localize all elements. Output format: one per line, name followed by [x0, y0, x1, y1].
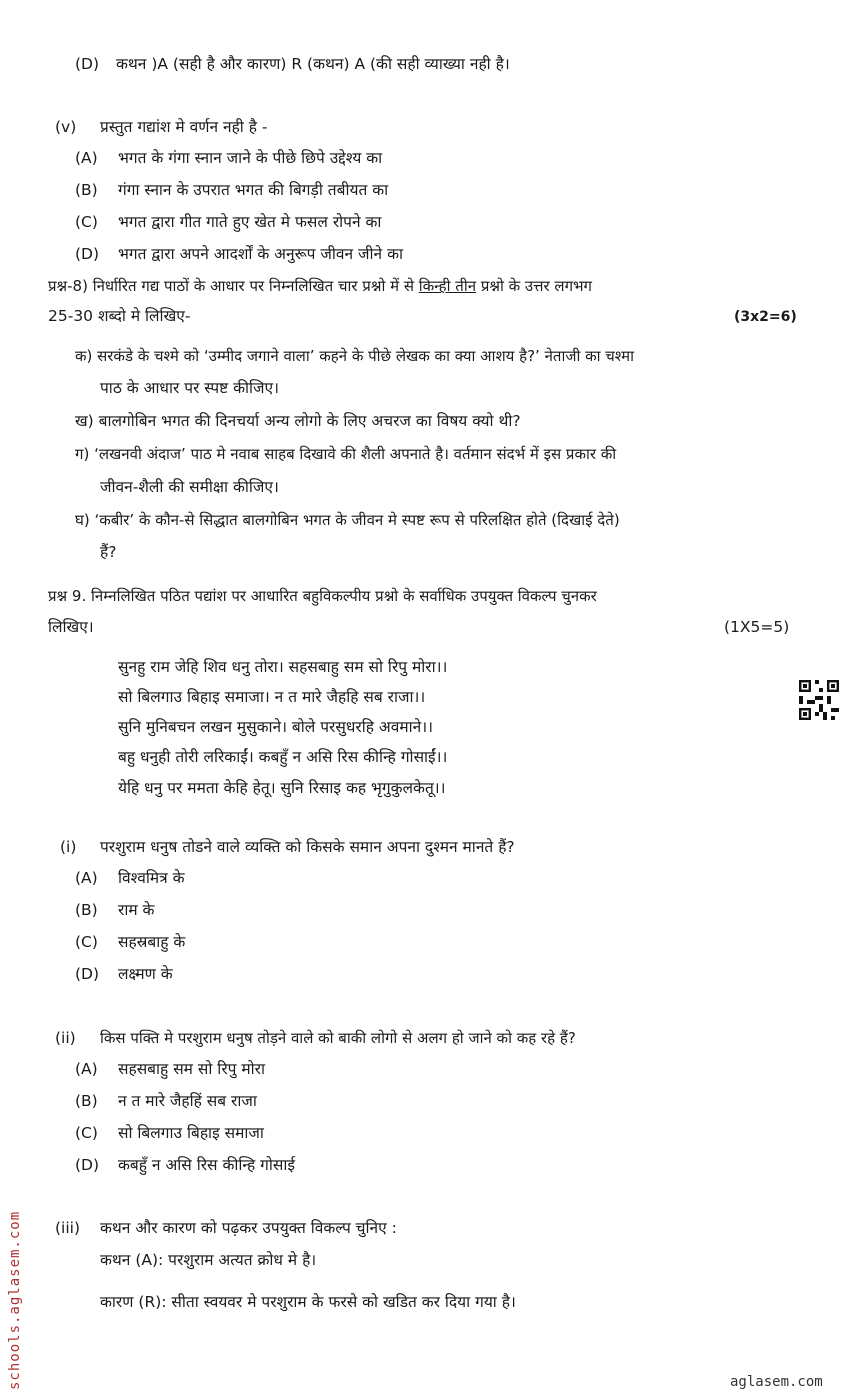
question-text: किस पक्ति मे परशुराम धनुष तोड़ने वाले को बाकी लोगो से अलग हो जाने को कह रहे हैं? [100, 1029, 576, 1047]
q9-heading-line2: लिखिए। [48, 618, 94, 636]
footer-watermark: aglasem.com [730, 1374, 823, 1390]
q8-heading-a: प्रश्न-8) निर्धारित गद्य पाठों के आधार पर निम्नलिखित चार प्रश्नो में से [48, 277, 414, 295]
verse-line: सो बिलगाउ बिहाइ समाजा। न त मारे जैहहि सब राजा।। [118, 688, 426, 706]
option-label: (D) [75, 245, 100, 263]
verse-line: सुनहु राम जेहि शिव धनु तोरा। सहसबाहु सम सो रिपु मोरा।। [118, 658, 448, 676]
q8-heading [48, 275, 592, 297]
q8-heading-underlined: किन्ही तीन [418, 277, 477, 295]
item-text: सरकंडे के चश्मे को ‘उम्मीद जगाने वाला’ कहने के पीछे लेखक का क्या आशय है?’ नेताजी का चश्मा [97, 347, 635, 365]
q9-marks: (1X5=5) [724, 618, 790, 636]
option-text: न त मारे जैहहिं सब राजा [118, 1092, 257, 1110]
q8-item [75, 443, 616, 465]
option-text: विश्वमित्र के [118, 869, 185, 887]
option-label: (C) [75, 933, 98, 951]
q8-marks: (3x2=6) [734, 309, 797, 325]
option-label: (A) [75, 149, 98, 167]
question-number: (iii) [55, 1219, 81, 1237]
option-text: भगत द्वारा गीत गाते हुए खेत मे फसल रोपने का [118, 213, 382, 231]
option-label: (D) [75, 1156, 100, 1174]
option-text: सहसबाहु सम सो रिपु मोरा [118, 1060, 266, 1078]
q8-heading-line2: 25-30 शब्दो मे लिखिए- [48, 307, 191, 325]
question-number: (i) [60, 838, 77, 856]
option-text: भगत द्वारा अपने आदर्शों के अनुरूप जीवन जीने का [118, 245, 403, 263]
question-number: (v) [55, 118, 77, 136]
item-label: ग) [75, 445, 90, 463]
option-label: (C) [75, 213, 98, 231]
option-text: कथन )A (सही है और कारण) R (कथन) A (की सही व्याख्या नही है। [116, 55, 510, 73]
option-label: (D) [75, 965, 100, 983]
q9-heading: प्रश्न 9. निम्नलिखित पठित पद्यांश पर आधारित बहुविकल्पीय प्रश्नो के सर्वाधिक उपयुक्त विकल्प चुनकर [48, 587, 597, 605]
verse-line: बहु धनुही तोरी लरिकाईं। कबहुँ न असि रिस कीन्हि गोसाईं।। [118, 748, 448, 766]
verse-line: येहि धनु पर ममता केहि हेतू। सुनि रिसाइ कह भृगुकुलकेतू।। [118, 779, 446, 797]
item-text-cont: जीवन-शैली की समीक्षा कीजिए। [100, 478, 279, 496]
verse-line: सुनि मुनिबचन लखन मुसुकाने। बोले परसुधरहि अवमाने।। [118, 718, 433, 736]
item-text: ‘कबीर’ के कौन-से सिद्धात बालगोबिन भगत के जीवन मे स्पष्ट रूप से परिलक्षित होते (दिखाई देते) [94, 511, 620, 529]
reason-text: कारण (R): सीता स्वयवर मे परशुराम के फरसे को खडित कर दिया गया है। [100, 1293, 516, 1311]
option-label: (A) [75, 1060, 98, 1078]
question-text: प्रस्तुत गद्यांश मे वर्णन नही है - [100, 118, 268, 136]
q8-heading-b: प्रश्नो के उत्तर लगभग [480, 277, 593, 295]
option-label: (C) [75, 1124, 98, 1142]
item-text-cont: पाठ के आधार पर स्पष्ट कीजिए। [100, 379, 280, 397]
option-text: सो बिलगाउ बिहाइ समाजा [118, 1124, 264, 1142]
item-text: बालगोबिन भगत की दिनचर्या अन्य लोगो के लिए अचरज का विषय क्यो थी? [98, 412, 521, 430]
item-text: ‘लखनवी अंदाज’ पाठ मे नवाब साहब दिखावे की शैली अपनाते है। वर्तमान संदर्भ में इस प्रकार की [94, 445, 617, 463]
q8-item [75, 345, 634, 367]
qr-code-icon [799, 680, 839, 720]
question-text: परशुराम धनुष तोडने वाले व्यक्ति को किसके समान अपना दुश्मन मानते हैं? [100, 838, 515, 856]
q8-item [75, 509, 620, 531]
item-label: घ) [75, 511, 90, 529]
option-label: (A) [75, 869, 98, 887]
option-label: (D) [75, 55, 100, 73]
question-text: कथन और कारण को पढ़कर उपयुक्त विकल्प चुनिए : [100, 1219, 397, 1237]
side-watermark: schools.aglasem.com [7, 1210, 23, 1390]
item-label: क) [75, 347, 93, 365]
option-label: (B) [75, 181, 98, 199]
option-label: (B) [75, 1092, 98, 1110]
option-text: भगत के गंगा स्नान जाने के पीछे छिपे उद्देश्य का [118, 149, 383, 167]
option-text: गंगा स्नान के उपरात भगत की बिगड़ी तबीयत का [118, 181, 389, 199]
assertion-text: कथन (A): परशुराम अत्यत क्रोध मे है। [100, 1251, 317, 1269]
item-label: ख) [75, 412, 94, 430]
option-text: राम के [118, 901, 155, 919]
option-label: (B) [75, 901, 98, 919]
q8-item [75, 410, 521, 432]
item-text-cont: हैं? [100, 543, 117, 561]
option-text: सहस्रबाहु के [118, 933, 186, 951]
option-text: लक्ष्मण के [118, 965, 173, 983]
question-number: (ii) [55, 1029, 76, 1047]
option-text: कबहुँ न असि रिस कीन्हि गोसाई [118, 1156, 296, 1174]
